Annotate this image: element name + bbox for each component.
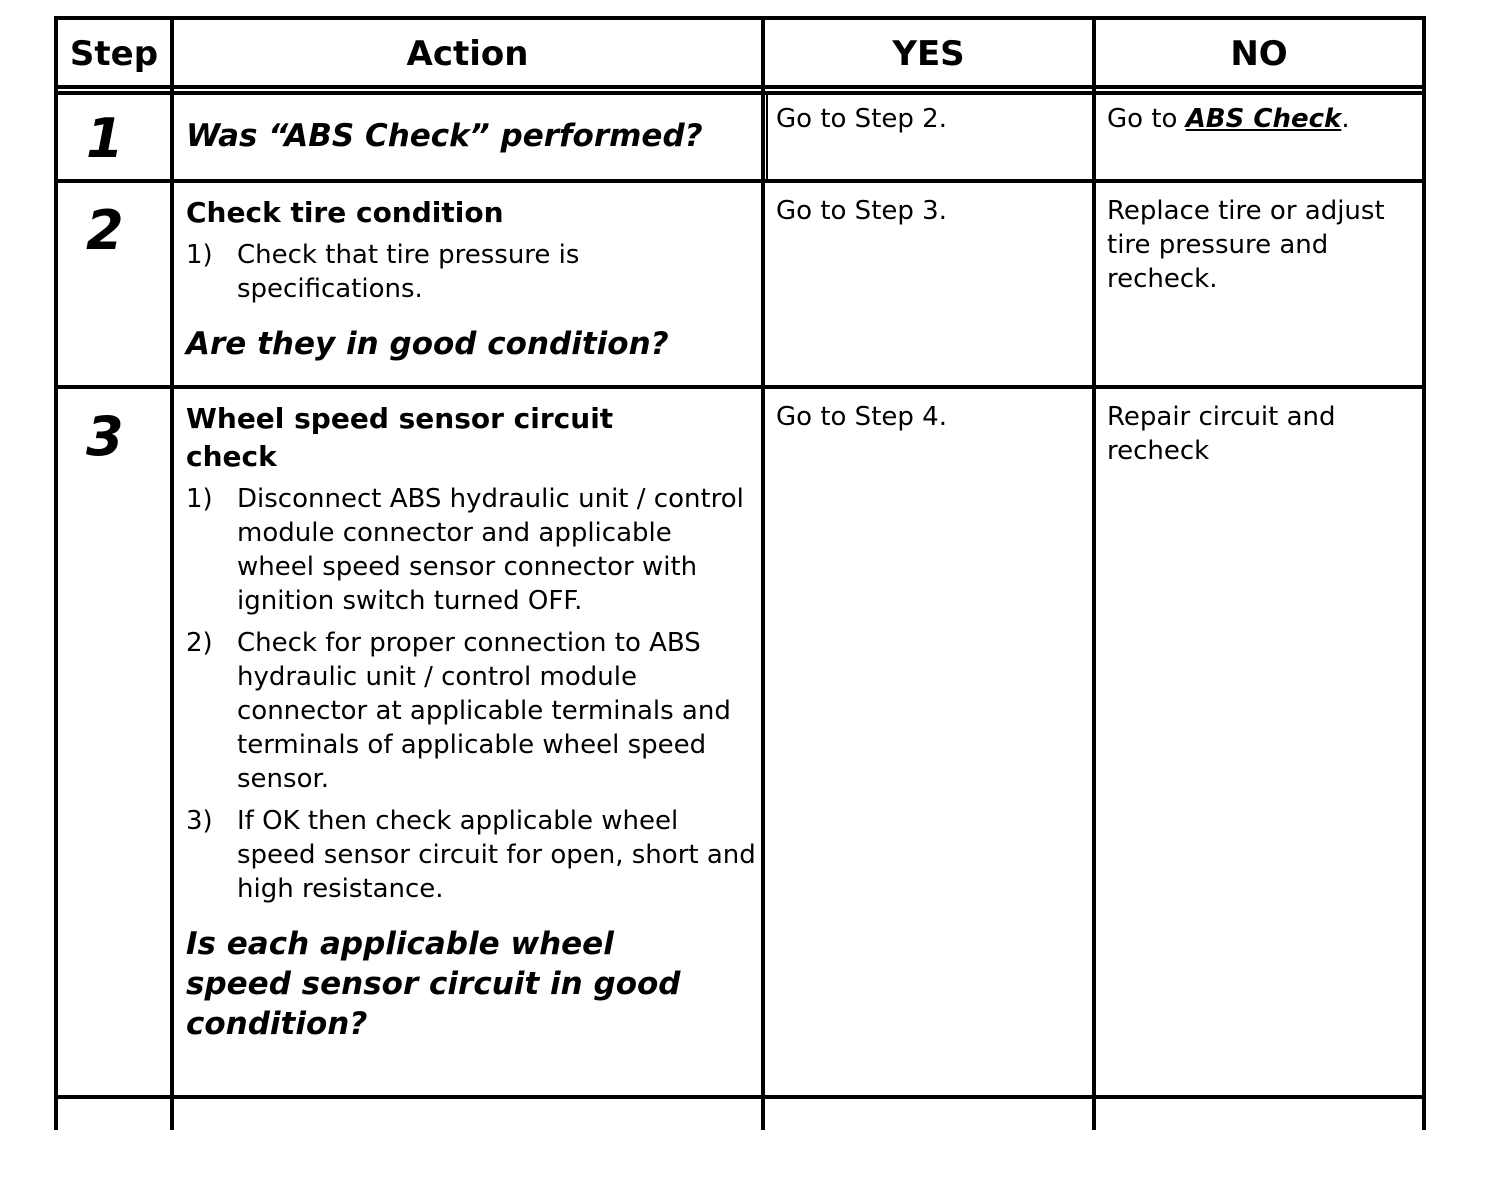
- row3-substeps: [186, 482, 756, 906]
- row3-no: Repair circuit and recheck: [1107, 402, 1336, 466]
- row2-question: Are they in good condition?: [186, 326, 669, 362]
- list-item: [186, 804, 756, 906]
- header-action: Action: [406, 33, 529, 74]
- row2-yes: Go to Step 3.: [776, 196, 947, 226]
- row3-title: Wheel speed sensor circuit check: [186, 402, 614, 473]
- row2-no: Replace tire or adjust tire pressure and recheck.: [1107, 196, 1385, 294]
- list-item-number: 1): [186, 484, 213, 514]
- list-item-text: Check that tire pressure is specifications.: [237, 240, 580, 304]
- header-step: Step: [69, 33, 159, 74]
- abs-check-link[interactable]: ABS Check: [1185, 104, 1342, 134]
- list-item-text: Disconnect ABS hydraulic unit / control module connector and applicable wheel speed sensor connector with ignition switch turned OFF.: [237, 484, 744, 616]
- step-number-1: 1: [86, 107, 124, 170]
- list-item: [186, 482, 756, 618]
- row1-no-suffix: .: [1341, 104, 1350, 134]
- list-item-text: If OK then check applicable wheel speed sensor circuit for open, short and high resistance.: [237, 806, 756, 904]
- step-number-2: 2: [86, 199, 124, 262]
- list-item-text: Check for proper connection to ABS hydraulic unit / control module connector at applicable terminals and terminals of applicable wheel speed sensor.: [237, 628, 731, 794]
- list-item: [186, 626, 756, 796]
- row1-no-prefix: Go to: [1107, 104, 1186, 134]
- header-no: NO: [1230, 33, 1288, 74]
- row1-yes: Go to Step 2.: [776, 104, 947, 134]
- list-item-number: 2): [186, 628, 213, 658]
- row1-question: Was “ABS Check” performed?: [186, 118, 703, 154]
- row2-action: [186, 194, 756, 364]
- header-yes: YES: [892, 33, 965, 74]
- list-item-number: 3): [186, 806, 213, 836]
- step-number-3: 3: [86, 405, 124, 468]
- row3-yes: Go to Step 4.: [776, 402, 947, 432]
- row2-title: Check tire condition: [186, 196, 504, 229]
- list-item: [186, 238, 756, 306]
- row3-question: Is each applicable wheel speed sensor circuit in good condition?: [186, 926, 681, 1042]
- row3-action: [186, 400, 756, 1044]
- row2-substeps: [186, 238, 756, 306]
- list-item-number: 1): [186, 240, 213, 270]
- row1-no: [1107, 102, 1417, 136]
